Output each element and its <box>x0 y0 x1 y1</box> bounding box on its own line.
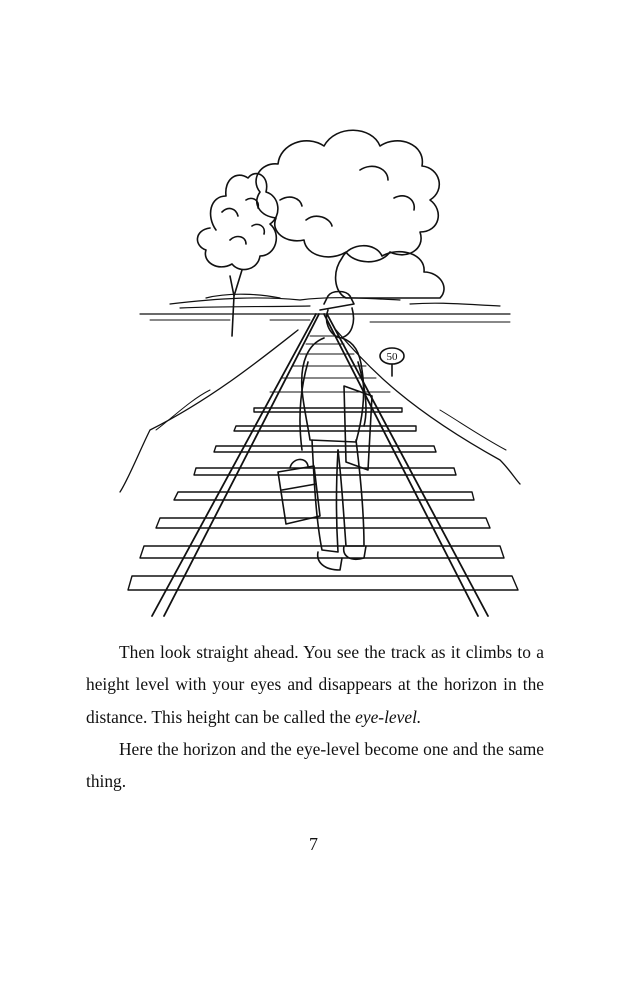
page-number: 7 <box>309 834 318 854</box>
paragraph-1-emphasis: eye-level. <box>355 706 422 727</box>
railroad-track-illustration <box>110 100 530 620</box>
paragraph-2: Here the horizon and the eye-level become one and the same thing. <box>86 738 544 792</box>
paragraph-1 <box>86 636 544 733</box>
tree-drawing <box>197 174 277 336</box>
milepost-label: 50 <box>386 351 398 363</box>
rail-drawing <box>152 314 488 616</box>
milepost-sign <box>380 348 404 376</box>
body-text <box>86 636 544 797</box>
paragraph-1-text: Then look straight ahead. You see the track as it climbs to a height level with your eyes and disappears at the horizon in the distance. This height can be called the <box>86 642 544 727</box>
cloud-drawing <box>256 130 444 298</box>
